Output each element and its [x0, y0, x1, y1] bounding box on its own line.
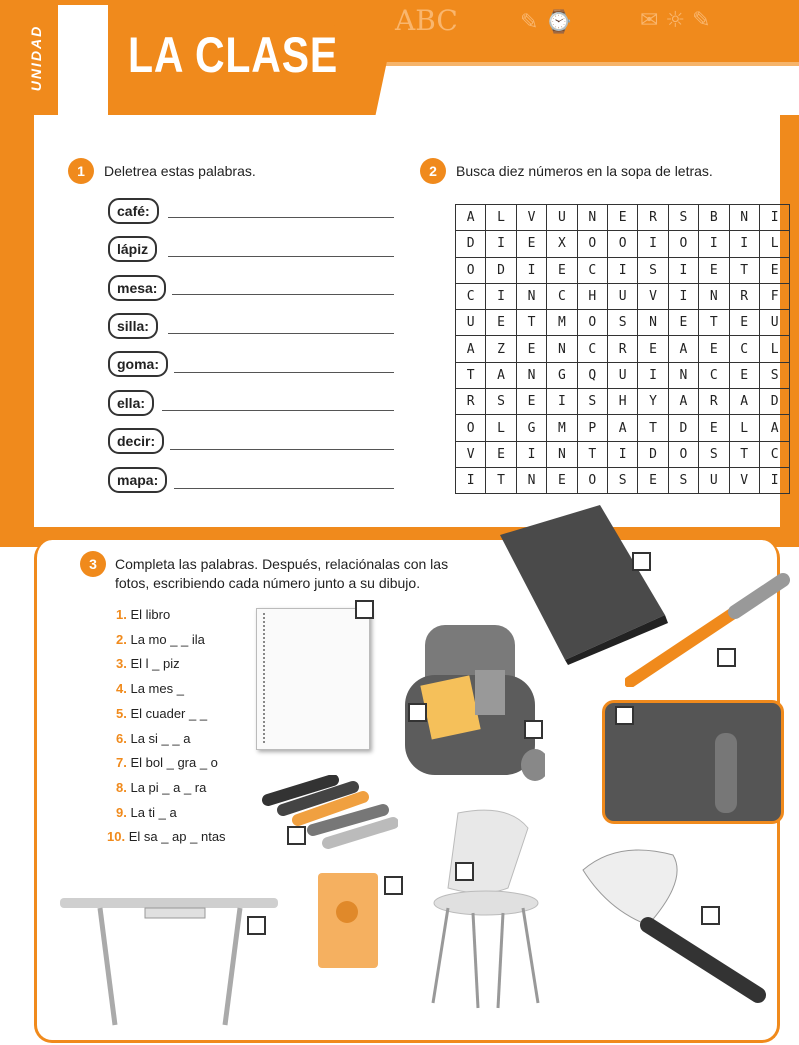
vocabulary-item [116, 731, 190, 746]
grid-cell[interactable]: D [638, 441, 668, 467]
grid-cell[interactable]: S [668, 467, 698, 493]
grid-cell[interactable]: T [516, 310, 546, 336]
word-label-decir: decir: [108, 428, 164, 454]
grid-cell[interactable]: H [577, 283, 607, 309]
grid-cell[interactable]: A [668, 336, 698, 362]
vocabulary-item [116, 607, 170, 622]
grid-cell[interactable]: E [516, 231, 546, 257]
item-number: 1. [116, 607, 127, 622]
pen-image [625, 572, 790, 687]
grid-cell[interactable]: N [668, 362, 698, 388]
grid-cell[interactable]: R [699, 389, 729, 415]
grid-cell[interactable]: V [638, 283, 668, 309]
grid-cell[interactable]: F [759, 283, 789, 309]
grid-cell[interactable]: V [516, 205, 546, 231]
word-label-silla: silla: [108, 313, 158, 339]
grid-cell[interactable]: S [638, 257, 668, 283]
grid-cell[interactable]: T [456, 362, 486, 388]
answer-line[interactable] [174, 488, 394, 489]
grid-cell[interactable]: D [668, 415, 698, 441]
grid-cell[interactable]: C [577, 257, 607, 283]
grid-row [456, 389, 790, 415]
item-number: 10. [107, 829, 126, 845]
grid-cell[interactable]: T [699, 310, 729, 336]
grid-cell[interactable]: I [607, 257, 637, 283]
grid-cell[interactable]: U [759, 310, 789, 336]
word-label-lapiz: lápiz [108, 236, 157, 262]
grid-cell[interactable]: V [729, 467, 759, 493]
grid-cell[interactable]: P [577, 415, 607, 441]
grid-cell[interactable]: E [547, 467, 577, 493]
grid-row [456, 283, 790, 309]
word-label-cafe: café: [108, 198, 159, 224]
item-text: El sa _ ap _ ntas [128, 829, 226, 845]
vocabulary-item [116, 632, 205, 647]
grid-cell[interactable]: I [516, 257, 546, 283]
answer-line[interactable] [168, 217, 394, 218]
grid-cell[interactable]: R [456, 389, 486, 415]
unit-number-shape [58, 5, 108, 155]
vocabulary-item [116, 755, 218, 770]
chair-image [428, 808, 548, 1013]
grid-cell[interactable]: L [759, 336, 789, 362]
item-text: El bol _ gra _ o [130, 755, 218, 771]
word-label-mesa: mesa: [108, 275, 166, 301]
grid-cell[interactable]: A [456, 205, 486, 231]
header-stripe [370, 62, 799, 66]
grid-row [456, 415, 790, 441]
grid-cell[interactable]: V [456, 441, 486, 467]
grid-cell[interactable]: A [607, 415, 637, 441]
answer-box[interactable] [701, 906, 720, 925]
word-label-mapa: mapa: [108, 467, 167, 493]
grid-cell[interactable]: E [638, 336, 668, 362]
grid-cell[interactable]: N [547, 336, 577, 362]
grid-cell[interactable]: O [577, 231, 607, 257]
exercise-1-number: 1 [68, 158, 94, 184]
grid-cell[interactable]: I [729, 231, 759, 257]
grid-cell[interactable]: Q [577, 362, 607, 388]
grid-cell[interactable]: O [668, 441, 698, 467]
item-text: La si _ _ a [130, 730, 191, 746]
grid-cell[interactable]: O [607, 231, 637, 257]
grid-cell[interactable]: M [547, 310, 577, 336]
answer-box[interactable] [524, 720, 543, 739]
item-text: El l _ piz [130, 656, 180, 672]
grid-cell[interactable]: C [547, 283, 577, 309]
markers-image [258, 775, 398, 855]
answer-box[interactable] [717, 648, 736, 667]
vocabulary-item [107, 829, 226, 844]
grid-cell[interactable]: I [638, 231, 668, 257]
answer-line[interactable] [168, 256, 394, 257]
answer-box[interactable] [287, 826, 306, 845]
grid-cell[interactable]: N [516, 362, 546, 388]
grid-cell[interactable]: N [729, 205, 759, 231]
answer-line[interactable] [162, 410, 394, 411]
notebook-paper-image [256, 608, 370, 750]
grid-cell[interactable]: I [668, 283, 698, 309]
exercise-3-number: 3 [80, 551, 106, 577]
grid-cell[interactable]: U [547, 205, 577, 231]
grid-cell[interactable]: R [638, 205, 668, 231]
grid-cell[interactable]: S [486, 389, 516, 415]
grid-cell[interactable]: N [516, 467, 546, 493]
grid-cell[interactable]: I [547, 389, 577, 415]
grid-cell[interactable]: E [759, 257, 789, 283]
grid-cell[interactable]: N [638, 310, 668, 336]
grid-cell[interactable]: I [486, 231, 516, 257]
vocabulary-item [116, 780, 206, 795]
grid-cell[interactable]: N [577, 205, 607, 231]
grid-cell[interactable]: E [607, 205, 637, 231]
grid-cell[interactable]: C [729, 336, 759, 362]
item-text: La mes _ [130, 681, 184, 697]
grid-cell[interactable]: E [668, 310, 698, 336]
grid-cell[interactable]: E [699, 415, 729, 441]
grid-cell[interactable]: C [759, 441, 789, 467]
sharpener-hole [336, 901, 358, 923]
grid-cell[interactable]: T [638, 415, 668, 441]
grid-cell[interactable]: I [759, 205, 789, 231]
grid-cell[interactable]: Y [638, 389, 668, 415]
grid-cell[interactable]: I [607, 441, 637, 467]
answer-box[interactable] [408, 703, 427, 722]
vocabulary-item [116, 706, 207, 721]
grid-cell[interactable]: G [516, 415, 546, 441]
page-title: LA CLASE [128, 27, 339, 83]
answer-line[interactable] [172, 294, 394, 295]
answer-box[interactable] [384, 876, 403, 895]
grid-cell[interactable]: G [547, 362, 577, 388]
grid-row [456, 467, 790, 493]
grid-cell[interactable]: O [577, 310, 607, 336]
grid-cell[interactable]: N [547, 441, 577, 467]
grid-cell[interactable]: X [547, 231, 577, 257]
grid-cell[interactable]: T [577, 441, 607, 467]
grid-cell[interactable]: I [699, 231, 729, 257]
grid-cell[interactable]: D [486, 257, 516, 283]
grid-cell[interactable]: N [516, 283, 546, 309]
answer-box[interactable] [455, 862, 474, 881]
item-text: El cuader _ _ [130, 705, 208, 721]
item-text: La pi _ a _ ra [130, 779, 207, 795]
item-number: 8. [116, 779, 127, 795]
grid-cell[interactable]: O [668, 231, 698, 257]
grid-cell[interactable]: E [729, 362, 759, 388]
answer-box[interactable] [632, 552, 651, 571]
unit-label: UNIDAD [28, 24, 44, 92]
answer-box[interactable] [247, 916, 266, 935]
grid-cell[interactable]: U [699, 467, 729, 493]
vocabulary-item [116, 656, 180, 671]
spiral-holes [263, 613, 267, 743]
grid-row [456, 205, 790, 231]
grid-cell[interactable]: H [607, 389, 637, 415]
word-search-grid[interactable] [455, 204, 790, 494]
grid-cell[interactable]: L [759, 231, 789, 257]
grid-cell[interactable]: I [486, 283, 516, 309]
grid-cell[interactable]: T [729, 257, 759, 283]
grid-cell[interactable]: I [516, 441, 546, 467]
grid-row [456, 231, 790, 257]
grid-cell[interactable]: N [699, 283, 729, 309]
grid-cell[interactable]: S [607, 310, 637, 336]
grid-cell[interactable]: C [699, 362, 729, 388]
left-margin-bar [0, 115, 34, 545]
grid-cell[interactable]: E [699, 336, 729, 362]
grid-cell[interactable]: L [486, 415, 516, 441]
item-number: 5. [116, 705, 127, 721]
grid-cell[interactable]: M [547, 415, 577, 441]
grid-cell[interactable]: U [607, 283, 637, 309]
answer-box[interactable] [615, 706, 634, 725]
grid-cell[interactable]: L [729, 415, 759, 441]
item-number: 6. [116, 730, 127, 746]
word-label-goma: goma: [108, 351, 168, 377]
grid-cell[interactable]: T [486, 467, 516, 493]
grid-cell[interactable]: R [607, 336, 637, 362]
item-text: La ti _ a [130, 804, 177, 820]
grid-cell[interactable]: O [456, 257, 486, 283]
word-label-ella: ella: [108, 390, 154, 416]
grid-cell[interactable]: E [699, 257, 729, 283]
answer-line[interactable] [168, 333, 394, 334]
vocabulary-item [116, 805, 177, 820]
grid-row [456, 257, 790, 283]
grid-cell[interactable]: I [668, 257, 698, 283]
answer-line[interactable] [170, 449, 394, 450]
abc-decoration: ABC [395, 4, 458, 37]
exercise-3-instruction-line1: Completa las palabras. Después, relaciónalas con las [115, 556, 449, 572]
grid-cell[interactable]: D [456, 231, 486, 257]
grid-cell[interactable]: E [516, 336, 546, 362]
item-number: 7. [116, 755, 127, 771]
grid-cell[interactable]: S [699, 441, 729, 467]
grid-cell[interactable]: A [668, 389, 698, 415]
grid-cell[interactable]: E [729, 310, 759, 336]
grid-cell[interactable]: S [607, 467, 637, 493]
exercise-1-instruction: Deletrea estas palabras. [104, 163, 256, 179]
exercise-2-instruction: Busca diez números en la sopa de letras. [456, 163, 713, 179]
item-text: La mo _ _ ila [130, 631, 205, 647]
item-number: 2. [116, 631, 127, 647]
vocabulary-item [116, 681, 184, 696]
grid-cell[interactable]: I [759, 467, 789, 493]
grid-cell[interactable]: O [577, 467, 607, 493]
grid-cell[interactable]: C [577, 336, 607, 362]
grid-cell[interactable]: S [577, 389, 607, 415]
exercise-2-number: 2 [420, 158, 446, 184]
grid-cell[interactable]: A [729, 389, 759, 415]
grid-cell[interactable]: E [486, 441, 516, 467]
exercise-3-instruction-line2: fotos, escribiendo cada número junto a su dibujo. [115, 575, 421, 591]
item-number: 9. [116, 804, 127, 820]
pencil-shavings-image [578, 840, 768, 1010]
grid-cell[interactable]: L [486, 205, 516, 231]
item-number: 3. [116, 656, 127, 672]
grid-cell[interactable]: C [456, 283, 486, 309]
answer-line[interactable] [174, 372, 394, 373]
grid-cell[interactable]: E [516, 389, 546, 415]
grid-cell[interactable]: Z [486, 336, 516, 362]
grid-cell[interactable]: S [668, 205, 698, 231]
grid-row [456, 362, 790, 388]
grid-cell[interactable]: I [638, 362, 668, 388]
grid-cell[interactable]: U [456, 310, 486, 336]
pencil-decoration: ✎ ⌚ [520, 10, 573, 35]
grid-cell[interactable]: A [456, 336, 486, 362]
answer-box[interactable] [355, 600, 374, 619]
grid-cell[interactable]: O [456, 415, 486, 441]
grid-row [456, 441, 790, 467]
grid-cell[interactable]: T [729, 441, 759, 467]
grid-cell[interactable]: A [759, 415, 789, 441]
grid-cell[interactable]: E [547, 257, 577, 283]
grid-row [456, 336, 790, 362]
grid-cell[interactable]: R [729, 283, 759, 309]
grid-cell[interactable]: E [638, 467, 668, 493]
grid-row [456, 310, 790, 336]
grid-cell[interactable]: S [759, 362, 789, 388]
sharpener-image [318, 873, 378, 968]
item-number: 4. [116, 681, 127, 697]
grid-cell[interactable]: U [607, 362, 637, 388]
student-figure [715, 733, 737, 813]
grid-cell[interactable]: B [699, 205, 729, 231]
grid-cell[interactable]: E [486, 310, 516, 336]
item-text: El libro [130, 607, 171, 622]
school-decoration: ✉ ☼ ✎ [640, 8, 711, 33]
grid-cell[interactable]: A [486, 362, 516, 388]
grid-cell[interactable]: I [456, 467, 486, 493]
table-image [60, 890, 280, 1030]
grid-cell[interactable]: D [759, 389, 789, 415]
